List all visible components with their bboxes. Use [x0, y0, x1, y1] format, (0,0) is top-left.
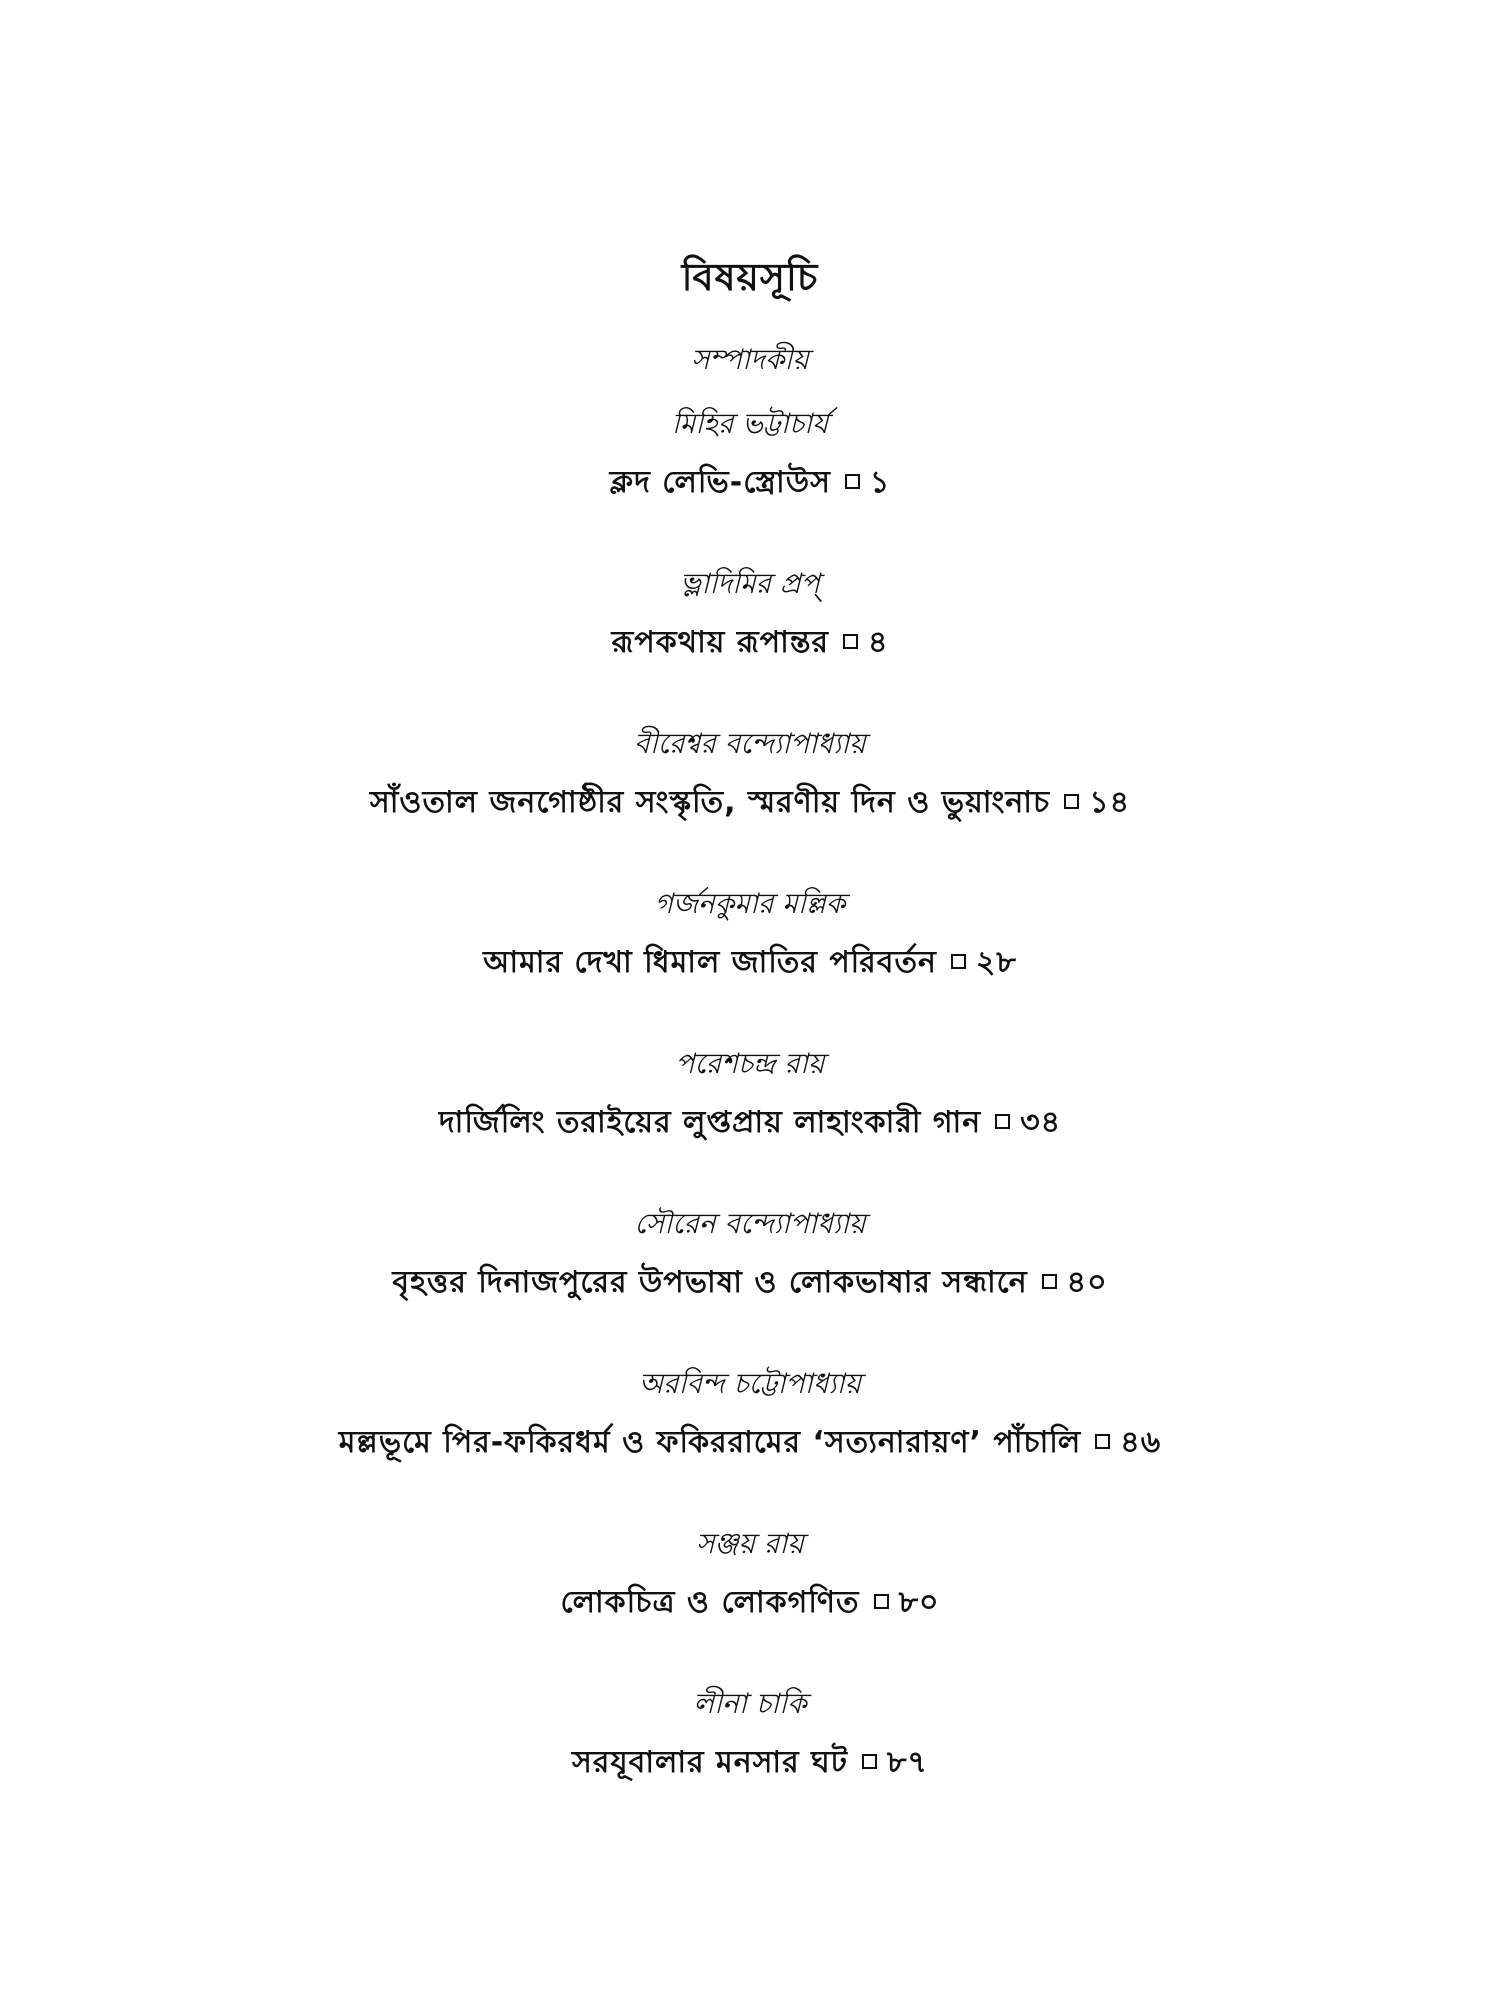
- entry-title-line: [0, 1103, 1500, 1143]
- square-bullet-icon: [1064, 794, 1079, 809]
- toc-entry: [0, 565, 1500, 663]
- toc-entry: [0, 1365, 1500, 1463]
- entry-page-number: ৩৪: [1020, 1105, 1062, 1140]
- square-bullet-icon: [951, 954, 966, 969]
- entry-page-number: ৮০: [898, 1585, 940, 1620]
- entry-page-number: ৪০: [1066, 1265, 1108, 1300]
- entry-page-number: ৪৬: [1120, 1425, 1162, 1460]
- entry-title: দার্জিলিং তরাইয়ের লুপ্তপ্রায় লাহাংকারী গান: [438, 1105, 982, 1140]
- entry-author: মিহির ভট্টাচার্য: [671, 407, 829, 440]
- square-bullet-icon: [1042, 1274, 1057, 1289]
- editorial-heading: সম্পাদকীয়: [691, 343, 809, 376]
- square-bullet-icon: [845, 474, 860, 489]
- square-bullet-icon: [1095, 1434, 1110, 1449]
- entry-page-number: ৪: [868, 625, 889, 660]
- entry-title-line: [0, 1423, 1500, 1463]
- entry-title-line: [0, 1583, 1500, 1623]
- entry-title: লোকচিত্র ও লোকগণিত: [560, 1585, 860, 1620]
- toc-entry: [0, 405, 1500, 503]
- entry-page-number: ১: [869, 465, 891, 500]
- toc-entry: [0, 885, 1500, 983]
- square-bullet-icon: [995, 1114, 1010, 1129]
- toc-entry: [0, 1205, 1500, 1303]
- entry-title-line: [0, 943, 1500, 983]
- entry-title-line: [0, 623, 1500, 663]
- entry-title: রূপকথায় রূপান্তর: [611, 625, 830, 660]
- entry-title-line: [0, 463, 1500, 503]
- toc-entry: [0, 1525, 1500, 1623]
- entry-author: ভ্লাদিমির প্রপ্: [680, 567, 820, 600]
- square-bullet-icon: [874, 1594, 889, 1609]
- entry-author: পরেশচন্দ্র রায়: [675, 1047, 825, 1080]
- entry-page-number: ৮৭: [886, 1745, 928, 1780]
- entry-author: সৌরেন বন্দ্যোপাধ্যায়: [634, 1207, 866, 1240]
- entry-title: মল্লভূমে পির-ফকিরধর্ম ও ফকিররামের ‘সত্যনারায়ণ’ পাঁচালি: [338, 1425, 1082, 1460]
- entry-title: সরযূবালার মনসার ঘট: [572, 1745, 848, 1780]
- entry-title: ক্লদ লেভি-স্ত্রোউস: [609, 465, 831, 500]
- toc-entry: [0, 725, 1500, 823]
- square-bullet-icon: [862, 1754, 877, 1769]
- entry-title-line: [0, 783, 1500, 823]
- toc-entry: [0, 1045, 1500, 1143]
- entry-author: অরবিন্দ চট্টোপাধ্যায়: [638, 1367, 862, 1400]
- entry-author: সঞ্জয় রায়: [696, 1527, 804, 1560]
- page-title: বিষয়সূচি: [681, 255, 819, 299]
- entry-title: বৃহত্তর দিনাজপুরের উপভাষা ও লোকভাষার সন্ধানে: [392, 1265, 1028, 1300]
- entry-title-line: [0, 1743, 1500, 1783]
- square-bullet-icon: [843, 634, 858, 649]
- entry-author: বীরেশ্বর বন্দ্যোপাধ্যায়: [634, 727, 866, 760]
- entry-title: সাঁওতাল জনগোষ্ঠীর সংস্কৃতি, স্মরণীয় দিন ও ভুয়াংনাচ: [369, 785, 1051, 820]
- entry-author: লীনা চাকি: [693, 1687, 807, 1720]
- entry-page-number: ২৮: [975, 945, 1017, 980]
- toc-entry: [0, 1685, 1500, 1783]
- entry-title-line: [0, 1263, 1500, 1303]
- entry-page-number: ১৪: [1089, 785, 1131, 820]
- entry-author: গর্জনকুমার মল্লিক: [654, 887, 846, 920]
- entry-title: আমার দেখা ধিমাল জাতির পরিবর্তন: [483, 945, 937, 980]
